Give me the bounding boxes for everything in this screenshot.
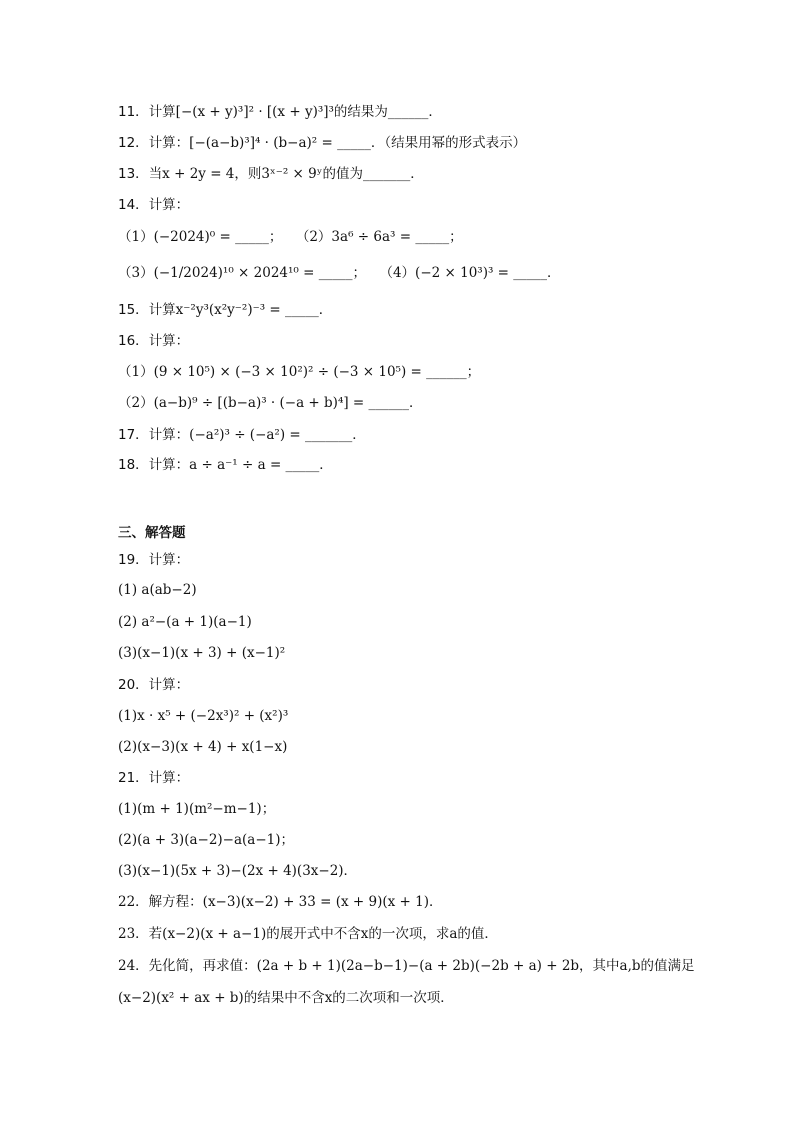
answer-line: 19．计算： — [118, 552, 190, 568]
question-17 — [118, 425, 366, 445]
question-14-part-1-2 — [118, 227, 463, 247]
question-number: 18． — [118, 457, 149, 473]
question-13 — [118, 164, 424, 184]
question-14-part-3-4 — [118, 263, 561, 283]
question-text: 计算：(−a²)³ ÷ (−a²) = _______． — [148, 427, 366, 443]
answer-line: 23．若(x−2)(x + a−1)的展开式中不含x的一次项，求a的值． — [118, 926, 498, 942]
answer-line: (2)(a + 3)(a−2)−a(a−1)； — [118, 832, 295, 848]
question-text: 当x + 2y = 4，则3ˣ⁻² × 9ʸ的值为_______． — [148, 166, 424, 182]
question-number: 15． — [118, 302, 149, 318]
answer-line: (1)(m + 1)(m²−m−1)； — [118, 801, 276, 817]
question-number: 13． — [118, 166, 149, 182]
question-text: 计算：[−(a−b)³]⁴ · (b−a)² = _____．（结果用幂的形式表示） — [148, 135, 527, 151]
question-text: 计算： — [148, 333, 190, 349]
question-14 — [118, 195, 189, 215]
question-16-part-1 — [118, 362, 480, 382]
question-text: （1）(−2024)⁰ = _____； （2）3a⁶ ÷ 6a³ = _____； — [118, 229, 463, 245]
answer-line: (3)(x−1)(x + 3) + (x−1)² — [118, 645, 286, 661]
question-text: （1）(9 × 10⁵) × (−3 × 10²)² ÷ (−3 × 10⁵) = ______； — [118, 364, 481, 380]
question-15 — [118, 300, 332, 320]
question-text: （2）(a−b)⁹ ÷ [(b−a)³ · (−a + b)⁴] = ______． — [118, 395, 423, 411]
question-number: 17． — [118, 427, 149, 443]
question-number: 16． — [118, 333, 149, 349]
question-text: 计算x⁻²y³(x²y⁻²)⁻³ = _____． — [148, 302, 333, 318]
question-18 — [118, 455, 333, 475]
answer-line: 21．计算： — [118, 770, 190, 786]
question-16-part-2 — [118, 393, 423, 413]
answer-line: (2) a²−(a + 1)(a−1) — [118, 614, 252, 630]
question-text: 计算： — [148, 197, 190, 213]
question-text: （3）(−1/2024)¹⁰ × 2024¹⁰ = _____； （4）(−2 × 10³)³ = _____． — [118, 265, 561, 281]
question-16 — [118, 331, 189, 351]
answer-line: 22．解方程：(x−3)(x−2) + 33 = (x + 9)(x + 1)． — [118, 894, 443, 910]
question-number: 14． — [118, 197, 149, 213]
answer-line: (1)x · x⁵ + (−2x³)² + (x²)³ — [118, 708, 289, 724]
answer-line: (2)(x−3)(x + 4) + x(1−x) — [118, 739, 288, 755]
answer-line: 20．计算： — [118, 677, 190, 693]
answer-line: (3)(x−1)(5x + 3)−(2x + 4)(3x−2)． — [118, 863, 358, 879]
answer-line: 24．先化简，再求值：(2a + b + 1)(2a−b−1)−(a + 2b)(−2b + a) + 2b，其中a,b的值满足 — [118, 958, 695, 974]
question-number: 11． — [118, 104, 149, 120]
question-number: 12． — [118, 135, 149, 151]
section-heading: 三、解答题 — [118, 525, 186, 541]
answer-line: (1) a(ab−2) — [118, 582, 197, 598]
question-text: 计算[−(x + y)³]² · [(x + y)³]³的结果为______． — [148, 104, 442, 120]
question-11 — [118, 102, 442, 122]
question-12 — [118, 133, 526, 153]
question-text: 计算：a ÷ a⁻¹ ÷ a = _____． — [148, 457, 333, 473]
answer-line: (x−2)(x² + ax + b)的结果中不含x的二次项和一次项． — [118, 990, 454, 1006]
